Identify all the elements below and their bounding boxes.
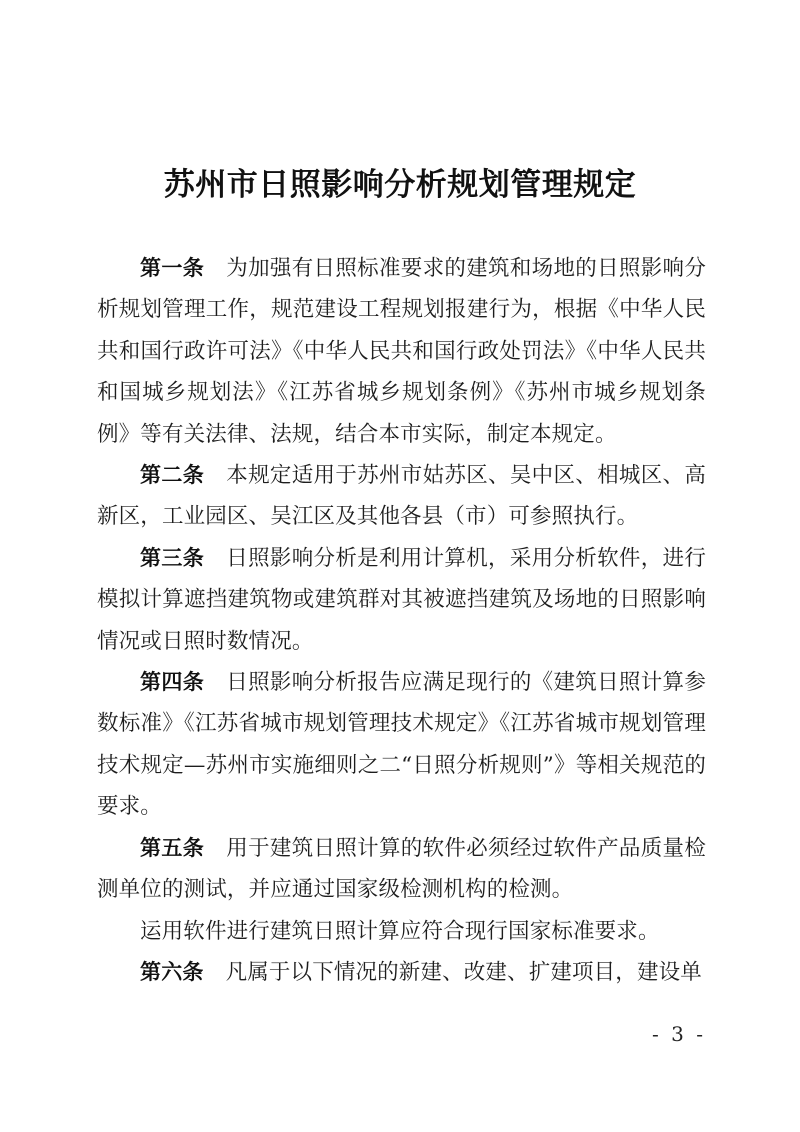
continuation-paragraph [97,911,706,952]
article-label: 第二条 [140,463,205,488]
article-paragraph [97,662,706,828]
article-paragraph [97,828,706,911]
article-text: 用于建筑日照计算的软件必须经过软件产品质量检测单位的测试，并应通过国家级检测机构的检测。 [97,835,706,903]
page-title: 苏州市日照影响分析规划管理规定 [163,166,637,203]
article-text: 为加强有日照标准要求的建筑和场地的日照影响分析规划管理工作，规范建设工程规划报建行为，根据《中华人民共和国行政许可法》《中华人民共和国行政处罚法》《中华人民共和国城乡规划法》《江苏省城乡规划条例》《苏州市城乡规划条例》等有关法律、法规，结合本市实际，制定本规定。 [97,256,706,447]
article-text: 运用软件进行建筑日照计算应符合现行国家标准要求。 [140,918,660,944]
article-paragraph [97,455,706,538]
article-label: 第四条 [140,670,205,695]
article-paragraph [97,538,706,662]
article-text: 日照影响分析是利用计算机，采用分析软件，进行模拟计算遮挡建筑物或建筑群对其被遮挡建筑及场地的日照影响情况或日照时数情况。 [97,545,706,654]
article-label: 第六条 [140,959,204,984]
document-body [97,248,706,993]
article-text: 日照影响分析报告应满足现行的《建筑日照计算参数标准》《江苏省城市规划管理技术规定》《江苏省城市规划管理技术规定—苏州市实施细则之二“日照分析规则”》等相关规范的要求。 [97,670,706,820]
article-text: 凡属于以下情况的新建、改建、扩建项目，建设单 [225,959,702,985]
article-paragraph [97,248,706,455]
article-label: 第一条 [140,256,205,280]
page-number: - 3 - [652,1022,706,1046]
article-paragraph [97,952,706,993]
article-label: 第五条 [140,835,205,860]
article-label: 第三条 [140,545,205,570]
article-text: 本规定适用于苏州市姑苏区、吴中区、相城区、高新区，工业园区、吴江区及其他各县（市）可参照执行。 [97,463,706,530]
